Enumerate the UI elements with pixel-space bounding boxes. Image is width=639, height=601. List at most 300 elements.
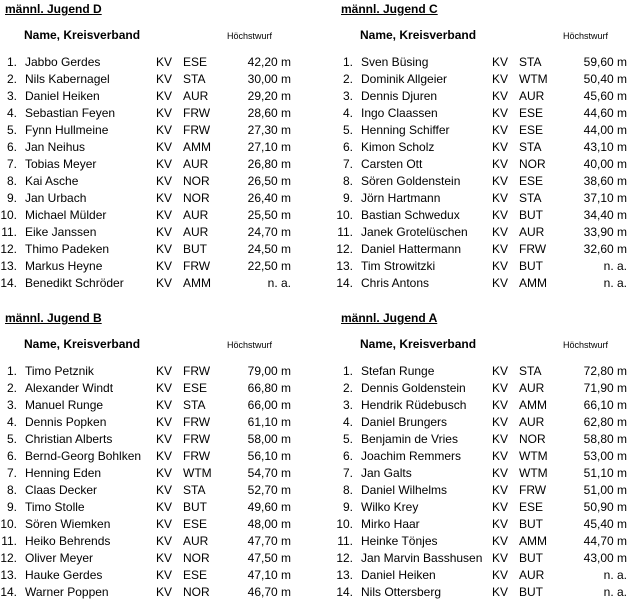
club-code-cell: STA [183,72,206,86]
athlete-name-cell: Hendrik Rüdebusch [361,398,467,412]
rank-cell: 1. [342,364,353,378]
athlete-name-cell: Sebastian Feyen [25,106,116,120]
athlete-name-cell: Daniel Wilhelms [361,483,448,497]
rank-cell: 2. [6,381,17,395]
kv-cell: KV [492,415,509,429]
result-cell: 61,10 m [247,415,291,429]
rank-cell: 12. [336,551,353,565]
result-row [336,258,639,275]
rank-cell: 1. [342,55,353,69]
kv-cell: KV [492,106,509,120]
result-row [3,448,303,465]
athlete-name-cell: Jan Urbach [25,191,87,205]
athlete-name-cell: Daniel Heiken [361,568,436,582]
kv-cell: KV [492,157,509,171]
club-code-cell: STA [183,398,206,412]
result-row [0,258,303,275]
result-row [3,54,303,71]
athlete-name-cell: Nils Ottersberg [361,585,442,599]
result-row [339,482,639,499]
column-header-name: Name, Kreisverband [24,337,141,351]
result-cell: 45,60 m [583,89,627,103]
club-code-cell: FRW [519,483,547,497]
rank-cell: 10. [0,517,17,531]
athlete-name-cell: Kimon Scholz [361,140,435,154]
result-row [3,414,303,431]
result-cell: 27,10 m [247,140,291,154]
result-cell: 26,50 m [247,174,291,188]
rank-cell: 6. [342,140,353,154]
club-code-cell: ESE [519,174,544,188]
club-code-cell: ESE [183,55,208,69]
club-code-cell: AUR [183,208,209,222]
result-row [339,71,639,88]
rank-cell: 14. [336,276,353,290]
result-cell: 44,00 m [583,123,627,137]
result-cell: 52,70 m [247,483,291,497]
result-cell: 44,60 m [583,106,627,120]
kv-cell: KV [156,551,173,565]
athlete-name-cell: Jabbo Gerdes [25,55,101,69]
rank-cell: 7. [6,466,17,480]
athlete-name-cell: Heiko Behrends [25,534,111,548]
rank-cell: 11. [1,534,17,548]
club-code-cell: FRW [183,432,211,446]
result-row [3,224,303,241]
result-row [339,224,639,241]
result-row [339,363,639,380]
result-row [3,122,303,139]
result-row [339,54,639,71]
result-row [0,241,303,258]
club-code-cell: AUR [183,225,209,239]
club-code-cell: WTM [519,449,548,463]
athlete-name-cell: Thimo Padeken [25,242,110,256]
result-row [0,275,303,292]
club-code-cell: FRW [183,123,211,137]
club-code-cell: FRW [183,364,211,378]
result-row [339,190,639,207]
result-cell: 43,10 m [583,140,627,154]
athlete-name-cell: Fynn Hullmeine [25,123,109,137]
club-code-cell: NOR [519,432,546,446]
rank-cell: 2. [342,381,353,395]
club-code-cell: AUR [519,89,545,103]
athlete-name-cell: Benjamin de Vries [361,432,458,446]
athlete-name-cell: Kai Asche [25,174,79,188]
rank-cell: 12. [336,242,353,256]
result-row [3,431,303,448]
result-row [336,275,639,292]
rank-cell: 9. [342,500,353,514]
kv-cell: KV [492,123,509,137]
result-row [3,190,303,207]
rank-cell: 7. [342,157,353,171]
rank-cell: 14. [0,585,17,599]
result-row [339,88,639,105]
rank-cell: 2. [6,72,17,86]
result-cell: n. a. [267,276,291,290]
rank-cell: 13. [0,259,17,273]
result-cell: 43,00 m [583,551,627,565]
kv-cell: KV [156,364,173,378]
result-cell: 42,20 m [247,55,291,69]
result-cell: 22,50 m [247,259,291,273]
club-code-cell: STA [183,483,206,497]
result-row [336,516,639,533]
athlete-name-cell: Sören Goldenstein [361,174,461,188]
rank-cell: 12. [0,242,17,256]
result-cell: 50,90 m [583,500,627,514]
result-cell: 34,40 m [583,208,627,222]
kv-cell: KV [492,242,509,256]
rank-cell: 3. [6,398,17,412]
result-row [339,173,639,190]
result-cell: 54,70 m [247,466,291,480]
athlete-name-cell: Heinke Tönjes [361,534,438,548]
athlete-name-cell: Sven Büsing [361,55,429,69]
kv-cell: KV [492,585,509,599]
rank-cell: 11. [337,534,353,548]
rank-cell: 11. [337,225,353,239]
club-code-cell: STA [519,191,542,205]
result-row [336,207,639,224]
athlete-name-cell: Christian Alberts [25,432,113,446]
result-row [3,173,303,190]
club-code-cell: AUR [519,415,545,429]
athlete-name-cell: Jan Marvin Basshusen [361,551,483,565]
rank-cell: 10. [0,208,17,222]
result-row [339,397,639,414]
rank-cell: 8. [6,483,17,497]
athlete-name-cell: Hauke Gerdes [25,568,103,582]
rank-cell: 10. [336,208,353,222]
kv-cell: KV [492,551,509,565]
kv-cell: KV [156,140,173,154]
result-row [3,71,303,88]
club-code-cell: NOR [183,585,210,599]
result-cell: 47,70 m [247,534,291,548]
kv-cell: KV [156,106,173,120]
result-cell: 47,50 m [247,551,291,565]
result-cell: n. a. [603,568,627,582]
result-row [3,88,303,105]
rank-cell: 14. [0,276,17,290]
athlete-name-cell: Tim Strowitzki [361,259,436,273]
club-code-cell: BUT [519,259,543,273]
rank-cell: 3. [342,89,353,103]
club-code-cell: ESE [519,106,544,120]
kv-cell: KV [492,89,509,103]
result-cell: 28,60 m [247,106,291,120]
athlete-name-cell: Markus Heyne [25,259,103,273]
athlete-name-cell: Henning Eden [25,466,102,480]
result-cell: 26,80 m [247,157,291,171]
club-code-cell: BUT [519,551,543,565]
rank-cell: 7. [6,157,17,171]
athlete-name-cell: Oliver Meyer [25,551,94,565]
kv-cell: KV [156,208,173,222]
kv-cell: KV [156,415,173,429]
result-cell: 30,00 m [247,72,291,86]
athlete-name-cell: Stefan Runge [361,364,435,378]
result-cell: 44,70 m [583,534,627,548]
rank-cell: 1. [6,364,17,378]
result-cell: 32,60 m [583,242,627,256]
result-row [336,550,639,567]
athlete-name-cell: Ingo Claassen [361,106,438,120]
rank-cell: 5. [342,432,353,446]
rank-cell: 12. [0,551,17,565]
kv-cell: KV [156,276,173,290]
kv-cell: KV [492,500,509,514]
rank-cell: 5. [6,432,17,446]
results-list [0,363,303,601]
athlete-name-cell: Warner Poppen [25,585,109,599]
athlete-name-cell: Benedikt Schröder [25,276,124,290]
result-row [3,363,303,380]
club-code-cell: FRW [183,259,211,273]
section-title: männl. Jugend C [341,2,438,16]
athlete-name-cell: Henning Schiffer [361,123,450,137]
kv-cell: KV [156,517,173,531]
athlete-name-cell: Daniel Heiken [25,89,100,103]
club-code-cell: FRW [183,449,211,463]
result-row [3,482,303,499]
athlete-name-cell: Alexander Windt [25,381,114,395]
club-code-cell: AMM [519,398,547,412]
kv-cell: KV [156,72,173,86]
kv-cell: KV [492,276,509,290]
kv-cell: KV [492,72,509,86]
kv-cell: KV [492,466,509,480]
result-row [339,431,639,448]
club-code-cell: AUR [519,381,545,395]
athlete-name-cell: Dennis Goldenstein [361,381,466,395]
rank-cell: 6. [6,449,17,463]
result-row [3,465,303,482]
column-header-result: Höchstwurf [227,340,273,350]
column-header-name: Name, Kreisverband [24,28,141,42]
column-header-result: Höchstwurf [563,340,609,350]
athlete-name-cell: Claas Decker [25,483,98,497]
kv-cell: KV [492,483,509,497]
club-code-cell: WTM [519,72,548,86]
rank-cell: 13. [336,259,353,273]
result-cell: 53,00 m [583,449,627,463]
rank-cell: 1. [6,55,17,69]
result-row [339,533,639,550]
kv-cell: KV [492,449,509,463]
result-cell: 72,80 m [583,364,627,378]
club-code-cell: AMM [519,534,547,548]
kv-cell: KV [156,483,173,497]
result-row [3,139,303,156]
result-cell: 45,40 m [583,517,627,531]
result-row [336,241,639,258]
kv-cell: KV [492,568,509,582]
rank-cell: 13. [0,568,17,582]
kv-cell: KV [492,364,509,378]
kv-cell: KV [492,208,509,222]
club-code-cell: BUT [183,242,207,256]
club-code-cell: ESE [519,123,544,137]
kv-cell: KV [156,398,173,412]
result-cell: 48,00 m [247,517,291,531]
result-row [0,516,303,533]
result-row [339,122,639,139]
athlete-name-cell: Bernd-Georg Bohlken [25,449,142,463]
club-code-cell: NOR [183,191,210,205]
result-cell: 79,00 m [247,364,291,378]
athlete-name-cell: Daniel Hattermann [361,242,462,256]
athlete-name-cell: Nils Kabernagel [25,72,110,86]
column-header-name: Name, Kreisverband [360,337,477,351]
result-cell: 66,10 m [583,398,627,412]
result-row [336,584,639,601]
kv-cell: KV [156,123,173,137]
column-header-result: Höchstwurf [563,31,609,41]
result-row [0,567,303,584]
result-cell: 24,70 m [247,225,291,239]
athlete-name-cell: Manuel Runge [25,398,104,412]
rank-cell: 9. [342,191,353,205]
club-code-cell: FRW [183,106,211,120]
kv-cell: KV [492,381,509,395]
result-cell: 51,10 m [583,466,627,480]
kv-cell: KV [156,568,173,582]
kv-cell: KV [156,89,173,103]
result-cell: 66,80 m [247,381,291,395]
result-row [3,397,303,414]
result-row [339,139,639,156]
athlete-name-cell: Wilko Krey [361,500,419,514]
athlete-name-cell: Dennis Popken [25,415,107,429]
rank-cell: 6. [342,449,353,463]
results-list [336,54,639,292]
club-code-cell: ESE [183,568,208,582]
kv-cell: KV [156,174,173,188]
rank-cell: 10. [336,517,353,531]
result-row [3,499,303,516]
result-cell: 33,90 m [583,225,627,239]
kv-cell: KV [492,259,509,273]
rank-cell: 13. [336,568,353,582]
result-cell: n. a. [603,259,627,273]
kv-cell: KV [156,191,173,205]
rank-cell: 8. [6,174,17,188]
club-code-cell: NOR [183,174,210,188]
club-code-cell: STA [519,140,542,154]
results-list [336,363,639,601]
column-header-name: Name, Kreisverband [360,28,477,42]
athlete-name-cell: Jörn Hartmann [361,191,441,205]
result-cell: 38,60 m [583,174,627,188]
result-cell: 47,10 m [247,568,291,582]
club-code-cell: FRW [183,415,211,429]
athlete-name-cell: Carsten Ott [361,157,423,171]
result-row [339,499,639,516]
kv-cell: KV [156,500,173,514]
result-row [3,533,303,550]
athlete-name-cell: Timo Petznik [25,364,94,378]
rank-cell: 8. [342,483,353,497]
kv-cell: KV [492,174,509,188]
kv-cell: KV [156,259,173,273]
result-row [0,550,303,567]
result-row [3,156,303,173]
result-cell: 40,00 m [583,157,627,171]
kv-cell: KV [492,55,509,69]
club-code-cell: AMM [183,140,211,154]
kv-cell: KV [156,381,173,395]
rank-cell: 11. [1,225,17,239]
rank-cell: 8. [342,174,353,188]
athlete-name-cell: Janek Grotelüschen [361,225,468,239]
kv-cell: KV [156,242,173,256]
kv-cell: KV [156,157,173,171]
kv-cell: KV [492,398,509,412]
result-cell: n. a. [603,276,627,290]
club-code-cell: NOR [183,551,210,565]
result-cell: 25,50 m [247,208,291,222]
result-cell: 59,60 m [583,55,627,69]
result-cell: 71,90 m [583,381,627,395]
result-cell: 56,10 m [247,449,291,463]
club-code-cell: AUR [183,157,209,171]
result-cell: 62,80 m [583,415,627,429]
rank-cell: 4. [6,106,17,120]
result-row [3,380,303,397]
club-code-cell: BUT [519,585,543,599]
result-cell: 37,10 m [583,191,627,205]
kv-cell: KV [156,534,173,548]
rank-cell: 4. [342,106,353,120]
result-row [339,414,639,431]
club-code-cell: ESE [183,381,208,395]
athlete-name-cell: Chris Antons [361,276,430,290]
rank-cell: 14. [336,585,353,599]
club-code-cell: BUT [183,500,207,514]
club-code-cell: AUR [519,568,545,582]
kv-cell: KV [156,55,173,69]
result-cell: 50,40 m [583,72,627,86]
club-code-cell: BUT [519,208,543,222]
result-row [339,156,639,173]
column-header-result: Höchstwurf [227,31,273,41]
athlete-name-cell: Michael Mülder [25,208,107,222]
athlete-name-cell: Dennis Djuren [361,89,438,103]
club-code-cell: NOR [519,157,546,171]
result-row [0,584,303,601]
result-cell: 49,60 m [247,500,291,514]
section-title: männl. Jugend A [341,311,438,325]
club-code-cell: WTM [519,466,548,480]
athlete-name-cell: Joachim Remmers [361,449,462,463]
rank-cell: 9. [6,500,17,514]
result-row [336,567,639,584]
club-code-cell: ESE [183,517,208,531]
rank-cell: 3. [6,89,17,103]
section-title: männl. Jugend B [5,311,102,325]
result-row [339,105,639,122]
result-cell: 46,70 m [247,585,291,599]
result-cell: 24,50 m [247,242,291,256]
rank-cell: 9. [6,191,17,205]
rank-cell: 4. [342,415,353,429]
club-code-cell: AUR [183,89,209,103]
club-code-cell: STA [519,55,542,69]
